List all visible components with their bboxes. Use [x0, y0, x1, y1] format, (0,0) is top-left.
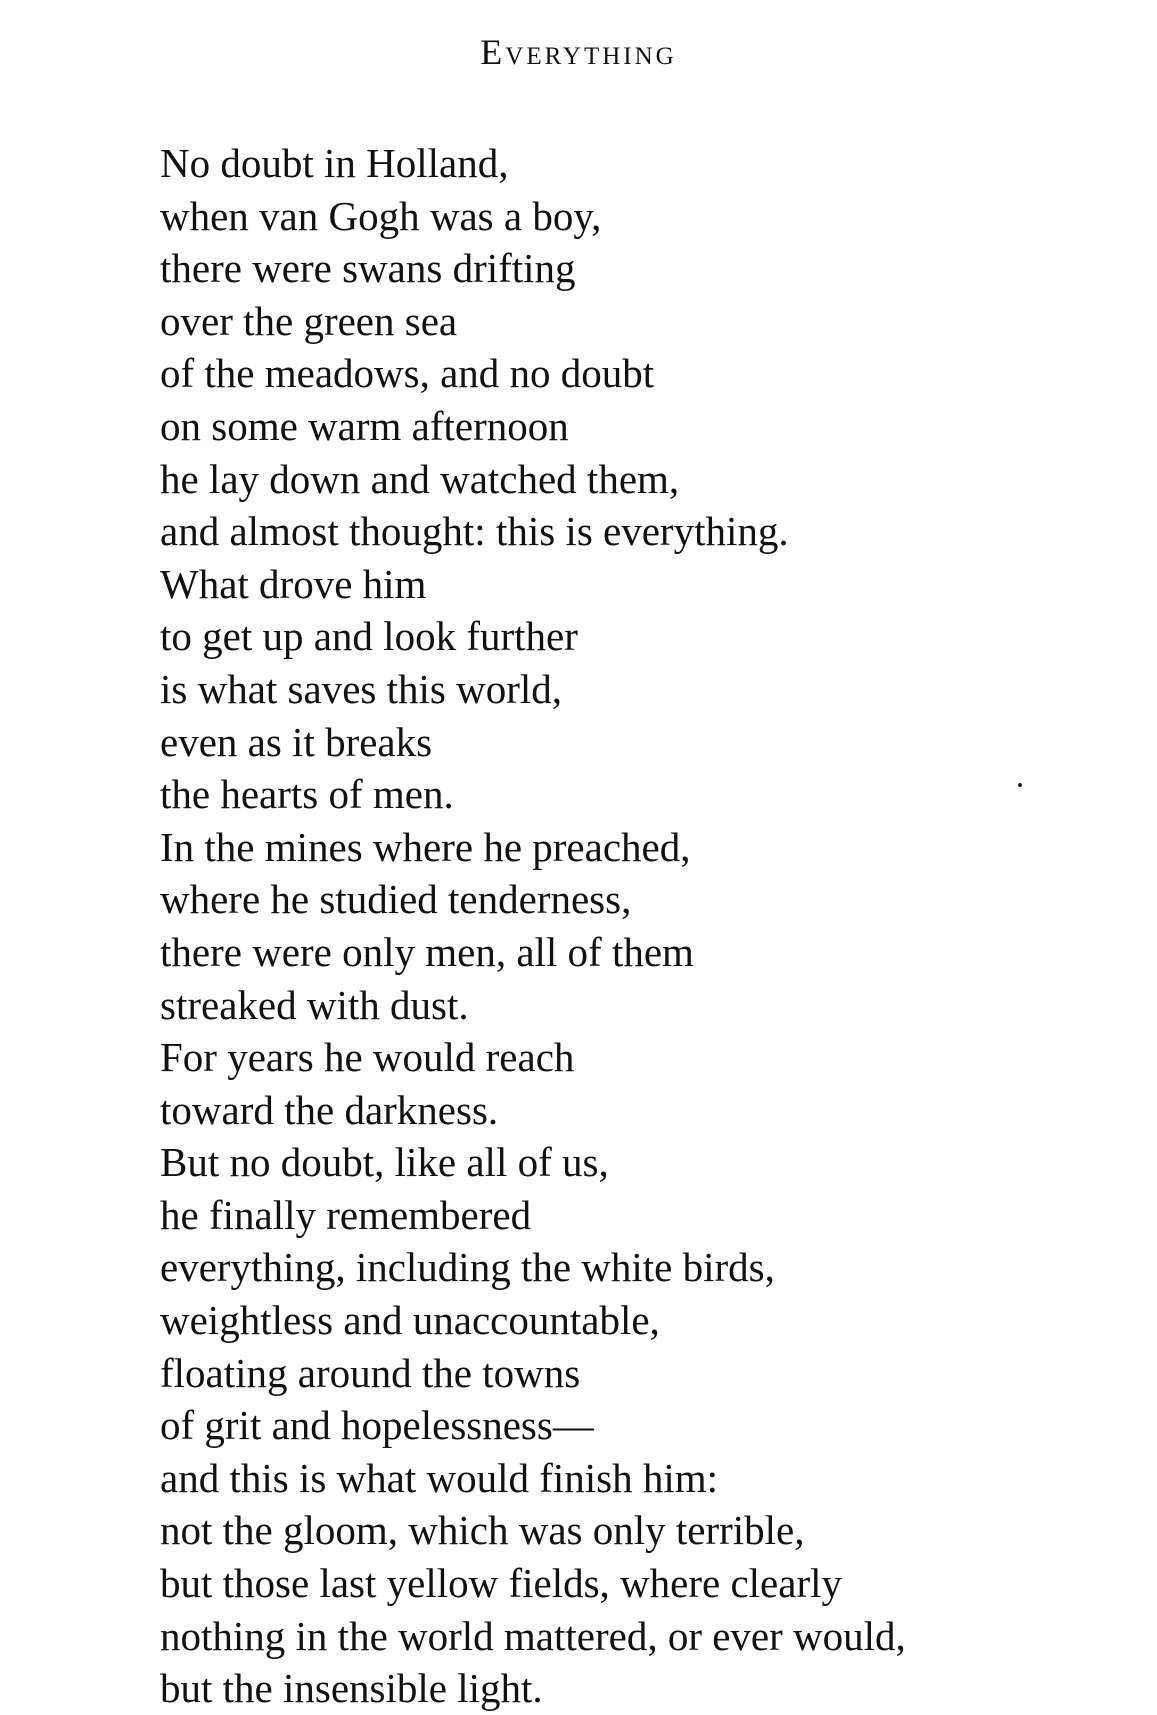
- poem-line: toward the darkness.: [160, 1086, 499, 1133]
- poem-line: but the insensible light.: [160, 1665, 543, 1712]
- poem-line: over the green sea: [160, 297, 458, 344]
- poem-line: and this is what would finish him:: [160, 1454, 719, 1501]
- poem-line: nothing in the world mattered, or ever would,: [160, 1612, 906, 1659]
- poem-line: of grit and hopelessness—: [160, 1402, 594, 1449]
- poem-line: What drove him: [160, 560, 427, 607]
- poem-line: on some warm afternoon: [160, 402, 569, 449]
- poem-line: he lay down and watched them,: [160, 455, 680, 502]
- poem-line: streaked with dust.: [160, 981, 469, 1028]
- poem-line: But no doubt, like all of us,: [160, 1139, 609, 1186]
- poem-line: of the meadows, and no doubt: [160, 350, 655, 397]
- poem-line: floating around the towns: [160, 1349, 581, 1396]
- poem-line: For years he would reach: [160, 1034, 575, 1081]
- poem-body: [160, 137, 1120, 1715]
- poem-line: he finally remembered: [160, 1191, 532, 1238]
- poem-line: No doubt in Holland,: [160, 140, 509, 186]
- poem-line: when van Gogh was a boy,: [160, 192, 602, 239]
- poem-line: is what saves this world,: [160, 665, 562, 712]
- poem-line: where he studied tenderness,: [160, 876, 632, 923]
- poem-title: Everything: [480, 32, 677, 72]
- poem-line: there were only men, all of them: [160, 928, 694, 975]
- poem-line: weightless and unaccountable,: [160, 1297, 660, 1344]
- poem-line: even as it breaks: [160, 718, 433, 765]
- poem-line: not the gloom, which was only terrible,: [160, 1507, 805, 1554]
- poem-line: there were swans drifting: [160, 245, 576, 292]
- poem-line: to get up and look further: [160, 613, 578, 660]
- poem-line: everything, including the white birds,: [160, 1244, 775, 1291]
- ink-speck: [1018, 783, 1022, 787]
- poem-line: the hearts of men.: [160, 771, 454, 818]
- poem-line: In the mines where he preached,: [160, 823, 691, 870]
- poem-line: but those last yellow fields, where clearly: [160, 1560, 842, 1607]
- poem-line: and almost thought: this is everything.: [160, 508, 789, 555]
